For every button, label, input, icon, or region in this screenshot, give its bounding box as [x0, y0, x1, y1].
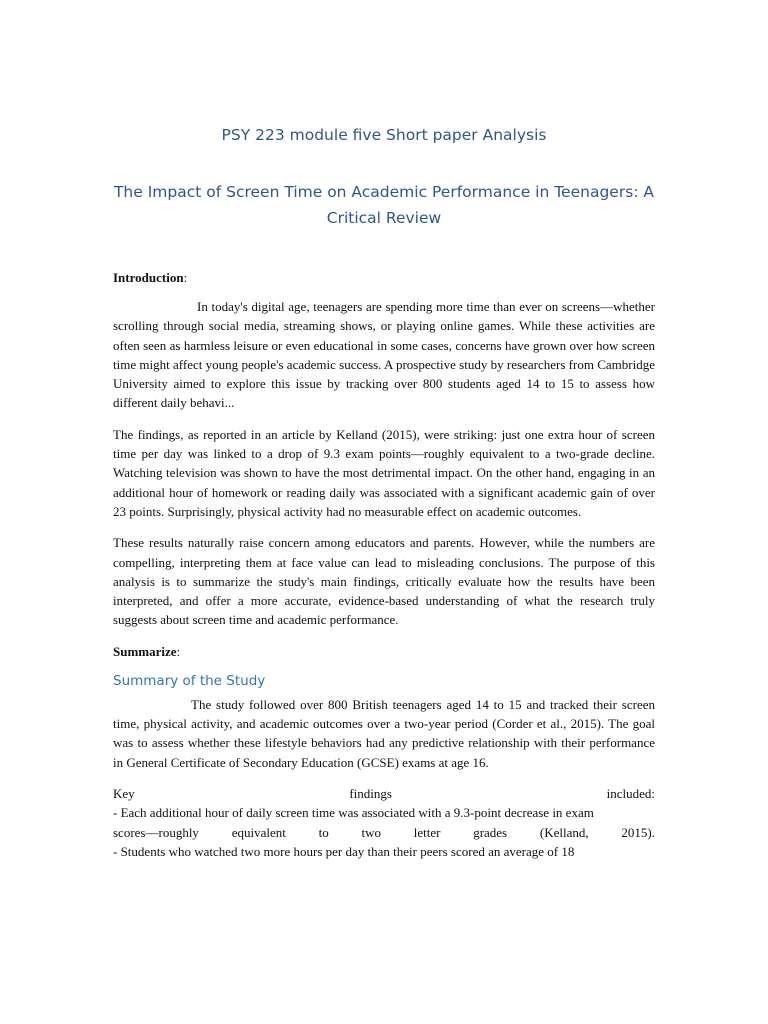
bullet1-word: (Kelland,: [539, 824, 589, 840]
bullet1-word: letter: [413, 824, 441, 840]
summarize-label: [113, 642, 655, 661]
summary-paragraph: The study followed over 800 British teenagers aged 14 to 15 and tracked their screen time, physical activity, and academic outcomes over a two-year period (Corder et al., 2015). The goal was to assess whether these lifestyle behaviors had any predictive relationship with their performance in General Certificate of Secondary Education (GCSE) exams at age 16.: [113, 696, 655, 770]
key-word: Key: [113, 785, 135, 801]
introduction-label: [113, 268, 655, 287]
document-subtitle: The Impact of Screen Time on Academic Performance in Teenagers: A Critical Review: [113, 183, 655, 227]
bullet1-word: two: [361, 824, 381, 840]
document-body: [113, 268, 655, 861]
summarize-label-text: Summarize: [113, 643, 177, 659]
finding-bullet-1-line-1: - Each additional hour of daily screen time was associated with a 9.3-point decrease in exam: [113, 805, 594, 821]
finding-bullet-2-line-1: - Students who watched two more hours per day than their peers scored an average of 18: [113, 843, 575, 859]
bullet1-word: to: [318, 824, 329, 840]
bullet1-word: grades: [473, 824, 508, 840]
finding-bullet-1-line-2: [113, 823, 655, 842]
introduction-colon: :: [183, 270, 188, 285]
document-page: [113, 0, 655, 1024]
key-findings-line: [113, 784, 655, 803]
bullet1-word: scores—roughly: [113, 824, 199, 840]
findings-word: findings: [349, 785, 392, 801]
bullet1-word: 2015).: [621, 824, 655, 840]
intro-paragraph-3: These results naturally raise concern among educators and parents. However, while the numbers are compelling, interpreting them at face value can lead to misleading conclusions. The purpose of this analysis is to summarize the study's main findings, critically evaluate how the results have been interpreted, and offer a more accurate, evidence-based understanding of what the research truly suggests about screen time and academic performance.: [113, 535, 655, 628]
summary-heading: Summary of the Study: [113, 672, 266, 689]
introduction-label-text: Introduction: [113, 270, 184, 285]
bullet1-word: equivalent: [231, 824, 286, 840]
document-title: PSY 223 module five Short paper Analysis: [221, 126, 547, 144]
summarize-colon: :: [176, 643, 181, 659]
intro-paragraph-1: In today's digital age, teenagers are spending more time than ever on screens—whether scrolling through social media, streaming shows, or playing online games. While these activities are often seen as harmless leisure or even educational in some cases, concerns have grown over how screen time might affect young people's academic success. A prospective study by researchers from Cambridge University aimed to explore this issue by tracking over 800 students aged 14 to 15 to assess how different daily behavi...: [113, 299, 655, 411]
included-word: included:: [606, 785, 655, 801]
intro-paragraph-2: The findings, as reported in an article by Kelland (2015), were striking: just one extra hour of screen time per day was linked to a drop of 9.3 exam points—roughly equivalent to a two-grade decline. Watching television was shown to have the most detrimental impact. On the other hand, engaging in an additional hour of homework or reading daily was associated with a significant academic gain of over 23 points. Surprisingly, physical activity had no measurable effect on academic outcomes.: [113, 426, 655, 519]
